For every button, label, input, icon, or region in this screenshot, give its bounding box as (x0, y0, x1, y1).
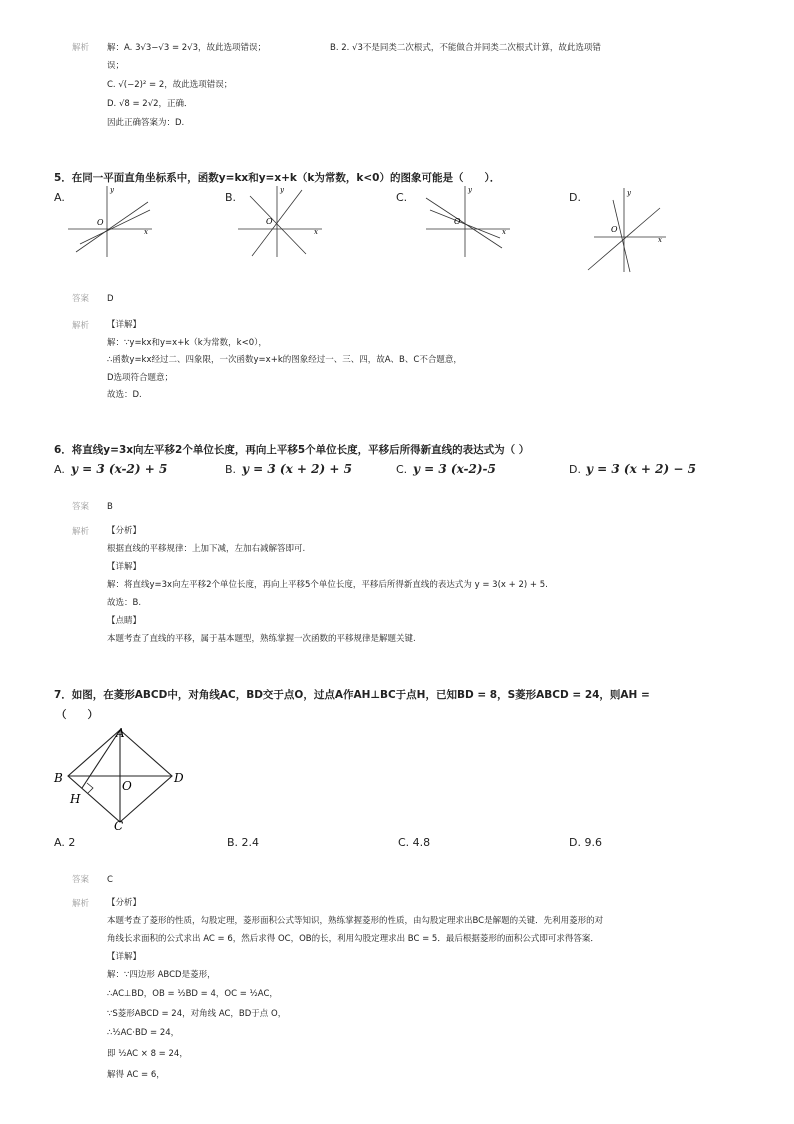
q5-analysis-line: D选项符合题意； (107, 373, 174, 383)
q6-analysis-line: 根据直线的平移规律：上加下减，左加右减解答即可. (107, 544, 306, 554)
q5-graph-a-x-label: x (144, 228, 148, 236)
q6-option-d-letter: D. (569, 463, 581, 476)
q6-analysis-line: 【详解】 (107, 562, 142, 572)
q7-answer-label: 答案 (72, 875, 90, 885)
q7-label-o: O (122, 779, 132, 793)
q7-rhombus-figure (50, 722, 200, 834)
q5-graph-c (424, 182, 514, 260)
q5-graph-d-x-label: x (658, 236, 662, 244)
q5-graph-a-y-label: y (110, 186, 114, 194)
prev-analysis-label: 解析 (72, 43, 90, 53)
q7-analysis-line: 角线长求面积的公式求出 AC = 6，然后求得 OC，OB的长，利用勾股定理求出 BC = 5．最后根据菱形的面积公式即可求得答案． (107, 934, 599, 944)
q5-option-a: A. (54, 191, 65, 204)
q5-graph-a-origin: O (97, 218, 104, 227)
q7-analysis-line: 本题考查了菱形的性质，勾股定理，菱形面积公式等知识，熟练掌握菱形的性质，由勾股定理求出BC是解题的关键．先利用菱形的对 (107, 916, 604, 926)
q5-answer-label: 答案 (72, 294, 90, 304)
q6-analysis-line: 故选：B. (107, 598, 142, 608)
q6-option-d-expr: y = 3 (x + 2) − 5 (586, 462, 696, 476)
prev-line-2: 误； (107, 61, 125, 71)
q7-option-a: A. 2 (54, 836, 76, 849)
q5-analysis-label: 解析 (72, 321, 90, 331)
prev-line-1a: 解：A. 3√3−√3 = 2√3，故此选项错误； (107, 43, 267, 53)
q7-analysis-line: 【分析】 (107, 898, 142, 908)
q6-option-c-expr: y = 3 (x-2)-5 (413, 462, 496, 476)
q7-analysis-label: 解析 (72, 899, 90, 909)
q5-analysis-line: ∴函数y=kx经过二、四象限，一次函数y=x+k的图象经过一、三、四，故A、B、C不合题意， (107, 355, 462, 365)
q5-option-c: C. (396, 191, 408, 204)
q6-option-b-expr: y = 3 (x + 2) + 5 (242, 462, 352, 476)
q5-graph-c-origin: O (454, 217, 461, 226)
q5-graph-d-origin: O (611, 225, 618, 234)
q7-analysis-line: ∴½AC·BD = 24， (107, 1028, 180, 1038)
q5-graph-c-x-label: x (502, 228, 506, 236)
q5-option-d: D. (569, 191, 581, 204)
q5-graph-d (580, 184, 670, 276)
q7-analysis-line: 解：∵四边形 ABCD是菱形， (107, 970, 216, 980)
q7-analysis-line: 【详解】 (107, 952, 142, 962)
q7-label-a: A (116, 726, 125, 740)
prev-line-5: 因此正确答案为：D. (107, 118, 185, 128)
q7-analysis-line: 即 ½AC × 8 = 24， (107, 1049, 188, 1059)
q6-option-a-expr: y = 3 (x-2) + 5 (71, 462, 168, 476)
q5-graph-c-line-1 (426, 198, 502, 248)
q5-graph-b (236, 182, 326, 260)
q5-analysis-line: 解：∵y=kx和y=x+k（k为常数，k<0）， (107, 338, 267, 348)
prev-line-3: C. √(−2)² = 2，故此选项错误； (107, 80, 233, 90)
q6-analysis-line: 【分析】 (107, 526, 142, 536)
q5-graph-d-y-label: y (627, 189, 631, 197)
q5-graph-b-x-label: x (314, 228, 318, 236)
q5-answer: D (107, 294, 114, 304)
q6-option-b-letter: B. (225, 463, 237, 476)
q5-graph-b-y-label: y (280, 186, 284, 194)
q5-analysis-line: 故选：D. (107, 390, 142, 400)
q7-option-c: C. 4.8 (398, 836, 431, 849)
q5-stem: 5．在同一平面直角坐标系中，函数y=kx和y=x+k（k为常数，k<0）的图象可能是（ ）． (54, 172, 501, 184)
prev-line-4: D. √8 = 2√2，正确． (107, 99, 193, 109)
q7-label-h: H (70, 792, 81, 806)
q7-label-c: C (114, 819, 124, 833)
q5-graph-a (66, 182, 156, 260)
q5-graph-a-line-2 (80, 210, 150, 244)
q5-option-b: B. (225, 191, 237, 204)
q7-stem-paren: （ ） (56, 709, 98, 721)
q7-option-b: B. 2.4 (227, 836, 260, 849)
q7-label-d: D (174, 771, 184, 785)
q7-label-b: B (54, 771, 63, 785)
q7-analysis-line: ∵S菱形ABCD = 24，对角线 AC，BD于点 O， (107, 1009, 287, 1019)
q5-graph-a-line-1 (76, 202, 148, 252)
q6-analysis-line: 【点睛】 (107, 616, 142, 626)
q6-option-a-letter: A. (54, 463, 65, 476)
q6-analysis-line: 解：将直线y=3x向左平移2个单位长度，再向上平移5个单位长度，平移后所得新直线的表达式为 y = 3(x + 2) + 5. (107, 580, 548, 590)
q6-answer: B (107, 502, 113, 512)
q5-graph-b-origin: O (266, 217, 273, 226)
q7-answer: C (107, 875, 113, 885)
q7-right-angle-mark (87, 783, 93, 793)
q6-answer-label: 答案 (72, 502, 90, 512)
q6-analysis-label: 解析 (72, 527, 90, 537)
q5-graph-c-y-label: y (468, 186, 472, 194)
q6-analysis-line: 本题考查了直线的平移，属于基本题型，熟练掌握一次函数的平移规律是解题关键. (107, 634, 416, 644)
q5-graph-b-line-2 (250, 196, 306, 254)
prev-line-1b: B. 2. √3不是同类二次根式，不能做合并同类二次根式计算，故此选项错 (330, 43, 601, 53)
q6-option-c-letter: C. (396, 463, 408, 476)
q7-stem: 7．如图，在菱形ABCD中，对角线AC，BD交于点O，过点A作AH⊥BC于点H，已知BD = 8，S菱形ABCD = 24，则AH = (54, 689, 650, 701)
q7-option-d: D. 9.6 (569, 836, 602, 849)
q5-analysis-line: 【详解】 (107, 320, 142, 330)
q7-analysis-line: ∴AC⊥BD，OB = ½BD = 4，OC = ½AC， (107, 989, 278, 999)
q6-stem: 6．将直线y=3x向左平移2个单位长度，再向上平移5个单位长度，平移后所得新直线的表达式为（ ） (54, 444, 530, 456)
q7-analysis-line: 解得 AC = 6， (107, 1070, 165, 1080)
